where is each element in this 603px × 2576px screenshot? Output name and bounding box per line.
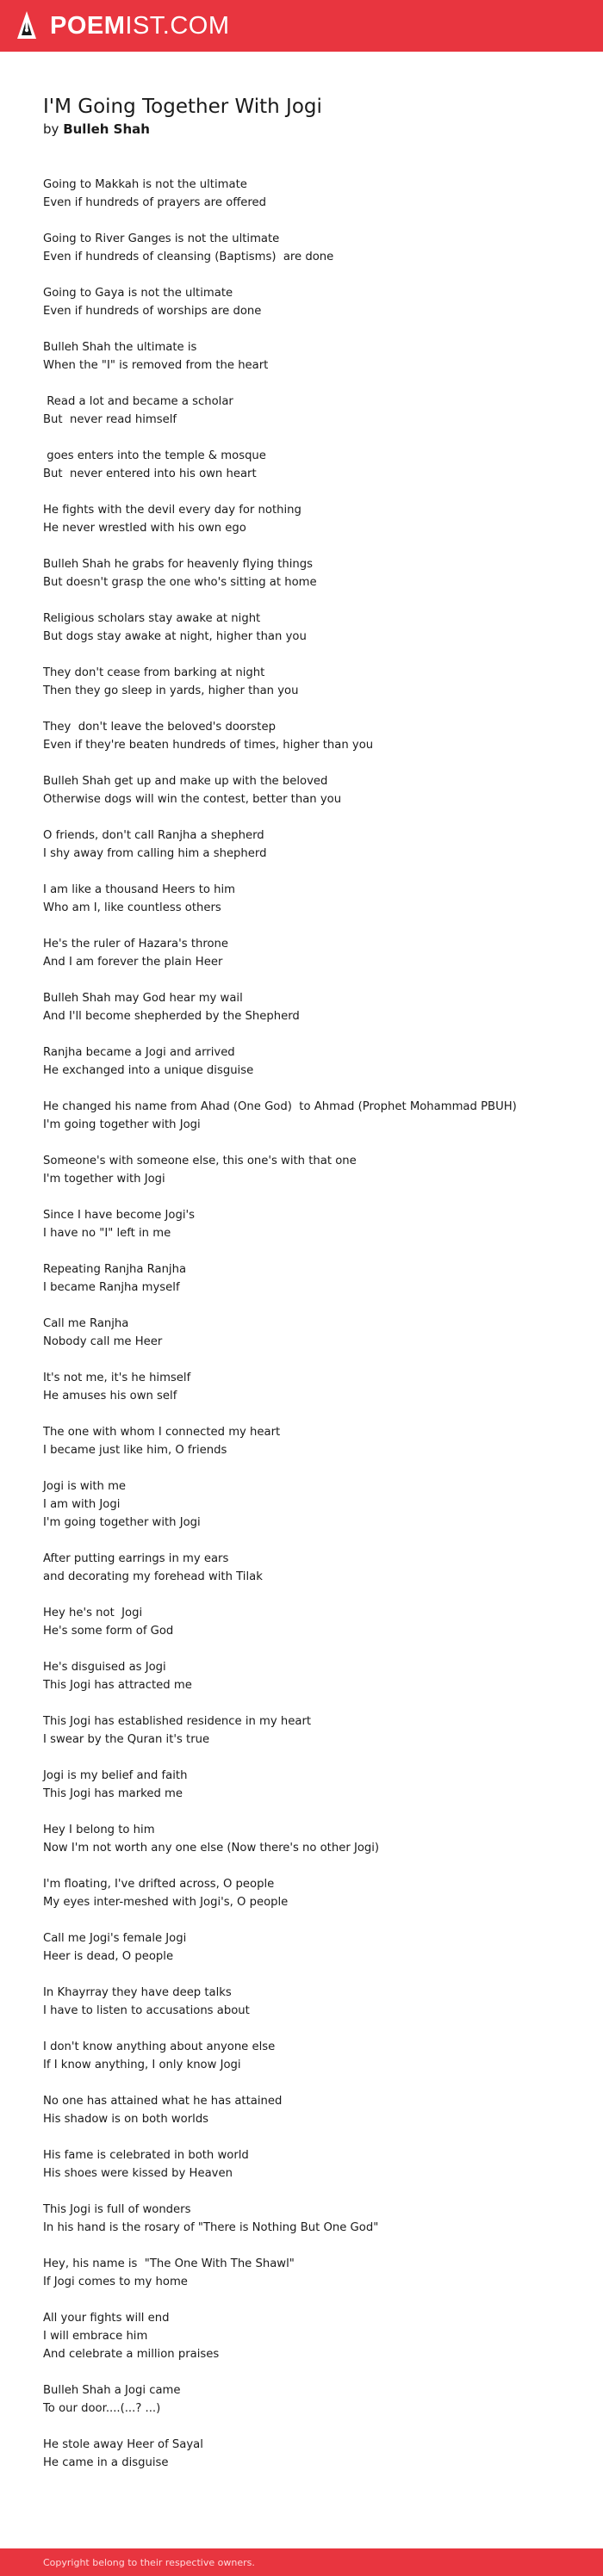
poem-line: This Jogi is full of wonders	[43, 2203, 191, 2217]
poem-line: His fame is celebrated in both world	[43, 2149, 249, 2163]
poem-line: The one with whom I connected my heart	[43, 1426, 281, 1440]
site-footer	[0, 2548, 603, 2576]
poem-line: I have to listen to accusations about	[43, 2004, 250, 2018]
poem-line: He came in a disguise	[43, 2456, 169, 2470]
poem-body	[43, 176, 577, 2472]
stanza	[43, 230, 577, 266]
stanza	[43, 501, 577, 537]
poem-line: O friends, don't call Ranjha a shepherd	[43, 829, 264, 843]
poem-line: They don't leave the beloved's doorstep	[43, 721, 276, 734]
stanza	[43, 1929, 577, 1966]
site-logo[interactable]	[50, 11, 230, 40]
poem-line: He's disguised as Jogi	[43, 1661, 166, 1675]
stanza	[43, 610, 577, 646]
poem-line: To our door....(...? ...)	[43, 2402, 161, 2416]
poem-line: Bulleh Shah may God hear my wail	[43, 992, 243, 1006]
poem-line: When the "I" is removed from the heart	[43, 359, 269, 373]
stanza	[43, 2038, 577, 2074]
stanza	[43, 338, 577, 375]
stanza	[43, 881, 577, 917]
by-label: by	[43, 121, 59, 137]
poem-line: This Jogi has marked me	[43, 1787, 183, 1801]
poem-line: I'm together with Jogi	[43, 1173, 165, 1186]
poem-line: Jogi is with me	[43, 1480, 127, 1494]
poem-line: Even if hundreds of worships are done	[43, 305, 262, 319]
poem-line: Even if hundreds of prayers are offered	[43, 196, 267, 210]
poem-line: He's the ruler of Hazara's throne	[43, 938, 229, 951]
logo-text-bold: POEM	[50, 11, 126, 40]
poem-line: They don't cease from barking at night	[43, 666, 265, 680]
stanza	[43, 989, 577, 1025]
poem-line: I will embrace him	[43, 2330, 148, 2344]
poem-line: Jogi is my belief and faith	[43, 1769, 188, 1783]
stanza	[43, 1875, 577, 1911]
poem-line: Even if hundreds of cleansing (Baptisms) are done	[43, 251, 334, 264]
poem-line: Bulleh Shah he grabs for heavenly flying things	[43, 558, 314, 572]
stanza	[43, 1821, 577, 1857]
poem-line: If Jogi comes to my home	[43, 2276, 188, 2289]
poem-line: This Jogi has established residence in my heart	[43, 1715, 312, 1729]
stanza	[43, 1712, 577, 1749]
poem-line: Hey, his name is "The One With The Shawl"	[43, 2257, 295, 2271]
poem-line: Nobody call me Heer	[43, 1335, 163, 1349]
poem-line: He exchanged into a unique disguise	[43, 1064, 254, 1078]
poem-line: And I'll become shepherded by the Shepherd	[43, 1010, 300, 1024]
poem-line: Hey he's not Jogi	[43, 1607, 143, 1620]
poem-content	[43, 95, 577, 2490]
poem-line: He's some form of God	[43, 1625, 174, 1638]
poem-line: But never read himself	[43, 413, 177, 427]
stanza	[43, 1984, 577, 2020]
poem-line: He amuses his own self	[43, 1390, 177, 1403]
stanza	[43, 176, 577, 212]
stanza	[43, 2255, 577, 2291]
stanza	[43, 393, 577, 429]
poem-line: Repeating Ranjha Ranjha	[43, 1263, 187, 1277]
poem-line: It's not me, it's he himself	[43, 1372, 191, 1385]
poem-line: Since I have become Jogi's	[43, 1209, 196, 1223]
stanza	[43, 1423, 577, 1459]
poem-line: He fights with the devil every day for nothing	[43, 504, 302, 517]
poem-line: I swear by the Quran it's true	[43, 1733, 210, 1747]
stanza	[43, 2436, 577, 2472]
poem-line: And celebrate a million praises	[43, 2348, 220, 2362]
poem-line: Bulleh Shah a Jogi came	[43, 2384, 181, 2398]
poem-line: My eyes inter-meshed with Jogi's, O people	[43, 1896, 289, 1910]
stanza	[43, 827, 577, 863]
poem-line: No one has attained what he has attained	[43, 2095, 283, 2108]
poem-line: Otherwise dogs will win the contest, better than you	[43, 793, 342, 807]
poem-line: Going to Makkah is not the ultimate	[43, 178, 247, 192]
poem-line: I'm going together with Jogi	[43, 1118, 201, 1132]
poem-title: I'M Going Together With Jogi	[43, 96, 322, 118]
stanza	[43, 1477, 577, 1532]
poem-line: Hey I belong to him	[43, 1824, 155, 1837]
poem-line: Now I'm not worth any one else (Now there's no other Jogi)	[43, 1842, 380, 1855]
stanza	[43, 935, 577, 971]
poem-line: Bulleh Shah the ultimate is	[43, 341, 197, 355]
logo-text-light: IST.COM	[125, 11, 230, 40]
stanza	[43, 1658, 577, 1694]
poem-line: Religious scholars stay awake at night	[43, 612, 261, 626]
poem-line: Bulleh Shah get up and make up with the beloved	[43, 775, 328, 789]
poem-line: I have no "I" left in me	[43, 1227, 171, 1241]
stanza	[43, 1260, 577, 1297]
poem-line: If I know anything, I only know Jogi	[43, 2059, 241, 2072]
poem-line: Going to Gaya is not the ultimate	[43, 287, 233, 300]
stanza	[43, 772, 577, 808]
poem-line: In Khayrray they have deep talks	[43, 1986, 232, 2000]
poem-line: and decorating my forehead with Tilak	[43, 1570, 263, 1584]
stanza	[43, 1369, 577, 1405]
poem-line: I don't know anything about anyone else	[43, 2040, 276, 2054]
poem-line: And I am forever the plain Heer	[43, 956, 223, 969]
poem-line: But doesn't grasp the one who's sitting at home	[43, 576, 317, 590]
poem-line: Heer is dead, O people	[43, 1950, 174, 1964]
stanza	[43, 2309, 577, 2363]
poem-line: In his hand is the rosary of "There is Nothing But One God"	[43, 2221, 379, 2235]
poem-line: Who am I, like countless others	[43, 901, 221, 915]
stanza	[43, 664, 577, 700]
stanza	[43, 1767, 577, 1803]
poem-line: But never entered into his own heart	[43, 468, 257, 481]
poem-line: I became just like him, O friends	[43, 1444, 227, 1458]
pen-nib-icon[interactable]	[16, 9, 38, 42]
poem-line: I am with Jogi	[43, 1498, 121, 1512]
poem-line: I'm going together with Jogi	[43, 1516, 201, 1530]
stanza	[43, 1550, 577, 1586]
poem-line: All your fights will end	[43, 2312, 170, 2325]
site-header	[0, 0, 603, 52]
stanza	[43, 1098, 577, 1134]
stanza	[43, 447, 577, 483]
stanza	[43, 2381, 577, 2418]
stanza	[43, 284, 577, 320]
poem-line: I'm floating, I've drifted across, O people	[43, 1878, 275, 1892]
poem-line: Someone's with someone else, this one's with that one	[43, 1155, 357, 1168]
poem-line: I became Ranjha myself	[43, 1281, 180, 1295]
stanza	[43, 1043, 577, 1080]
poem-line: I shy away from calling him a shepherd	[43, 847, 267, 861]
poem-line: Then they go sleep in yards, higher than you	[43, 684, 299, 698]
poem-line: But dogs stay awake at night, higher than you	[43, 630, 307, 644]
poem-line: His shadow is on both worlds	[43, 2113, 209, 2127]
stanza	[43, 2092, 577, 2128]
poem-line: He stole away Heer of Sayal	[43, 2438, 203, 2452]
poem-line: Ranjha became a Jogi and arrived	[43, 1046, 235, 1060]
stanza	[43, 1152, 577, 1188]
copyright-text: Copyright belong to their respective owners.	[43, 2556, 255, 2568]
poem-line: His shoes were kissed by Heaven	[43, 2167, 233, 2181]
poem-line: Call me Ranjha	[43, 1317, 129, 1331]
stanza	[43, 718, 577, 754]
poem-line: Call me Jogi's female Jogi	[43, 1932, 187, 1946]
poem-line: goes enters into the temple & mosque	[43, 449, 266, 463]
author-name[interactable]: Bulleh Shah	[63, 121, 150, 137]
stanza	[43, 2146, 577, 2183]
stanza	[43, 1206, 577, 1242]
poem-line: He never wrestled with his own ego	[43, 522, 246, 536]
stanza	[43, 555, 577, 591]
byline	[43, 121, 577, 139]
poem-line: He changed his name from Ahad (One God) to Ahmad (Prophet Mohammad PBUH)	[43, 1100, 517, 1114]
poem-line: This Jogi has attracted me	[43, 1679, 192, 1693]
poem-line: Going to River Ganges is not the ultimate	[43, 232, 280, 246]
poem-line: I am like a thousand Heers to him	[43, 883, 236, 897]
stanza	[43, 1604, 577, 1640]
poem-line: After putting earrings in my ears	[43, 1552, 229, 1566]
poem-line: Read a lot and became a scholar	[43, 395, 233, 409]
poem-line: Even if they're beaten hundreds of times, higher than you	[43, 739, 374, 752]
stanza	[43, 2201, 577, 2237]
stanza	[43, 1315, 577, 1351]
